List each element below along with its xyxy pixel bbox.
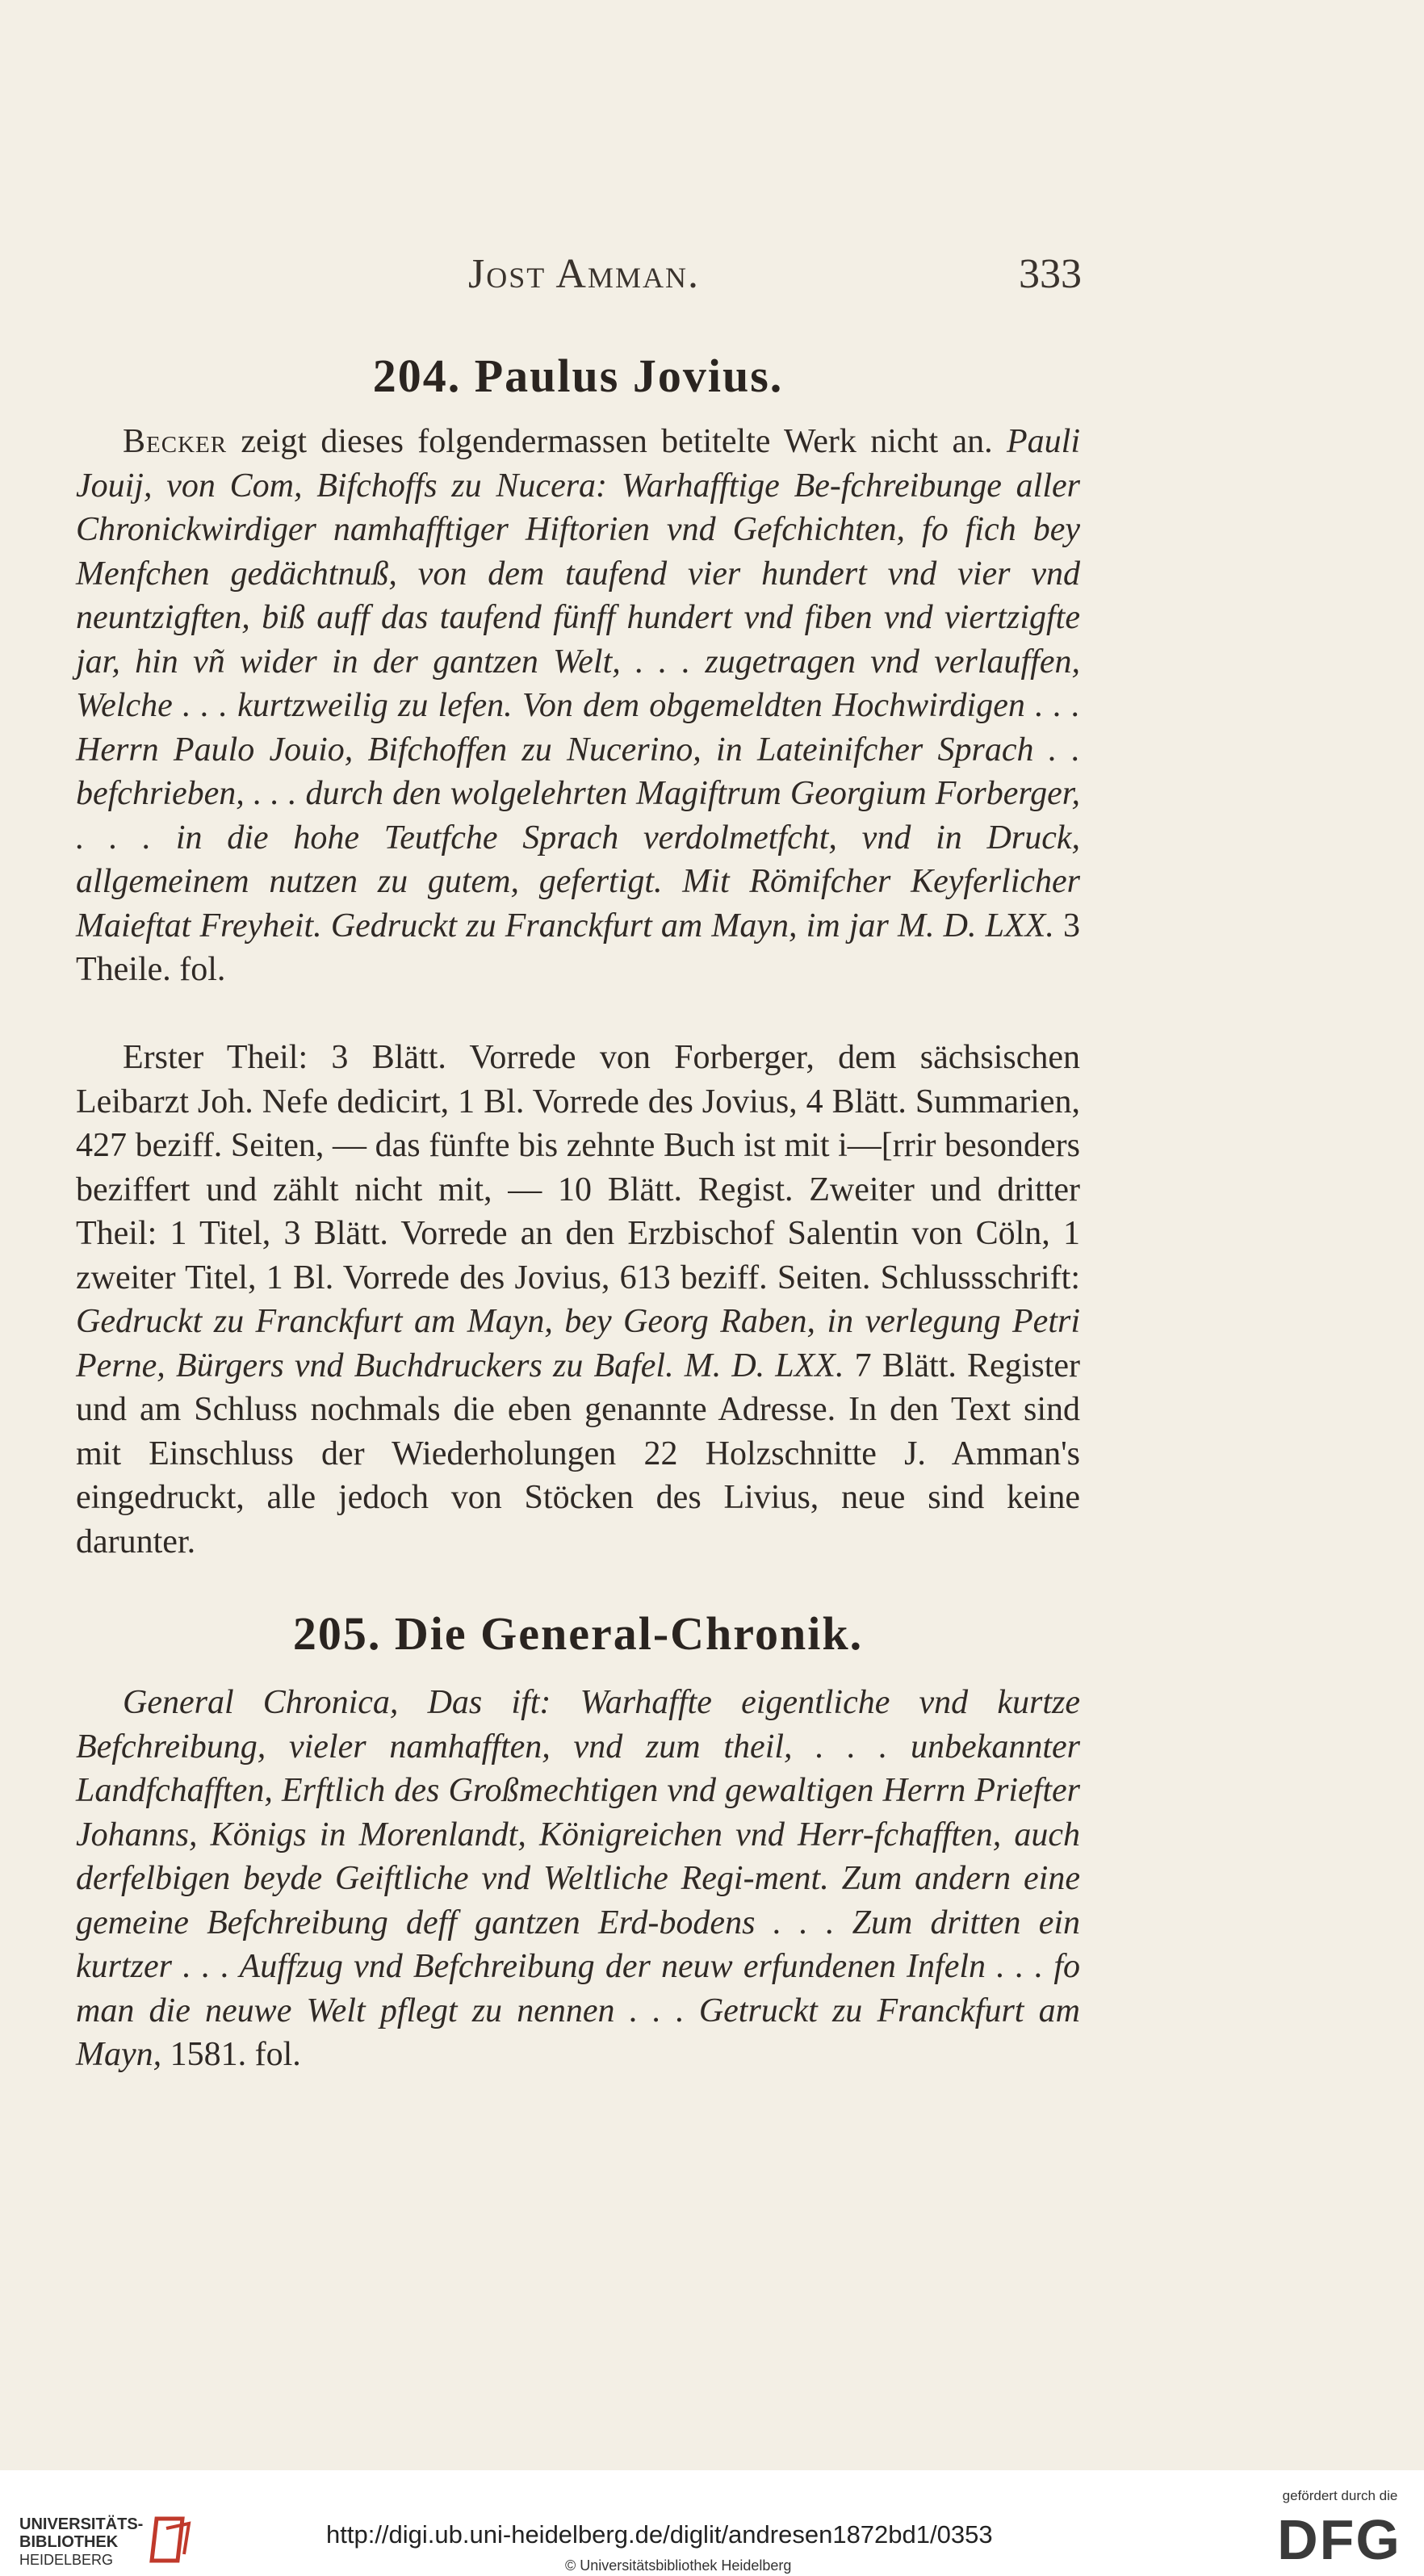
text-run: 3 Theile. fol. bbox=[76, 907, 1081, 988]
funding-note: gefördert durch die bbox=[1282, 2488, 1398, 2503]
section-title-204: 204. Paulus Jovius. bbox=[372, 350, 784, 402]
paragraph-204-2 bbox=[76, 1036, 1080, 1564]
library-name-line-2: BIBLIOTHEK bbox=[19, 2533, 119, 2551]
library-emblem-icon bbox=[142, 2512, 199, 2569]
book-title-italic: Pauli Jouij, von Com, Bifchoffs zu Nucera: Warhafftige Be-fchreibunge aller Chronickwirdiger namhafftiger Hiftorien vnd Gefchichten, fo fich bey Menfchen gedächtnuß, von dem taufend vier hundert vnd vier vnd neuntzigften, biß auff das taufend fünff hundert vnd fiben vnd viertzigfte jar, hin vñ wider in der gantzen Welt, . . . zugetragen vnd verlauffen, Welche . . . kurtzweilig zu lefen. Von dem obgemeldten Hochwirdigen . . . Herrn Paulo Jouio, Bifchoffen zu Nucerino, in Lateinifcher Sprach . . befchrieben, . . . durch den wolgelehrten Magiftrum Georgium Forberger, . . . in die hohe Teutfche Sprach verdolmetfcht, vnd in Druck, allgemeinem nutzen zu gutem, gefertigt. Mit Römifcher Keyferlicher Maieftat Freyheit. Gedruckt zu Franckfurt am Mayn, im jar M. D. LXX. bbox=[76, 423, 1081, 945]
text-run: 7 Blätt. Register und am Schluss nochmals die eben genannte Adresse. In den Text sind mit Einschluss der Wiederholungen 22 Holzschnitte J. Amman's eingedruckt, alle jedoch von Stöcken des Livius, neue sind keine darunter. bbox=[76, 1347, 1080, 1560]
library-logo-text bbox=[19, 2515, 143, 2569]
text-run: Erster Theil: 3 Blätt. Vorrede von Forberger, dem sächsischen Leibarzt Joh. Nefe dedicirt, 1 Bl. Vorrede des Jovius, 4 Blätt. Summarien, 427 beziff. Seiten, — das fünfte bis zehnte Buch ist mit i—[rrir besonders beziffert und zählt nicht mit, — 10 Blätt. Regist. Zweiter und dritter Theil: 1 Titel, 3 Blätt. Vorrede an den Erzbischof Salentin von Cöln, 1 zweiter Titel, 1 Bl. Vorrede des Jovius, 613 beziff. Seiten. Schlussschrift: bbox=[76, 1039, 1080, 1296]
running-head bbox=[436, 250, 1082, 298]
section-title-205: 205. Die General-Chronik. bbox=[292, 1607, 864, 1660]
paragraph-205-1 bbox=[76, 1681, 1080, 2077]
author-name-becker: Becker bbox=[123, 423, 228, 460]
paragraph-204-1 bbox=[76, 420, 1080, 992]
library-name-line-3: HEIDELBERG bbox=[19, 2552, 114, 2568]
dfg-logo: DFG bbox=[1277, 2508, 1401, 2571]
text-run: 1581. fol. bbox=[161, 2036, 301, 2073]
colophon-italic: Gedruckt zu Franckfurt am Mayn, bey Georg Raben, in verlegung Petri Perne, Bürgers vnd Buchdruckers zu Bafel. M. D. LXX. bbox=[76, 1303, 1080, 1384]
book-title-italic: General Chronica, Das ift: Warhaffte eigentliche vnd kurtze Befchreibung, vieler namhafften, vnd zum theil, . . . unbekannter Landfchafften, Erftlich des Großmechtigen vnd gewaltigen Herrn Priefter Johanns, Königs in Morenlandt, Königreichen vnd Herr-fchafften, auch derfelbigen beyde Geiftliche vnd Weltliche Regi-ment. Zum andern eine gemeine Befchreibung deff gantzen Erd-bodens . . . Zum dritten ein kurtzer . . . Auffzug vnd Befchreibung der neuw erfundenen Infeln . . . fo man die neuwe Welt pflegt zu nennen . . . Getruckt zu Franckfurt am Mayn, bbox=[76, 1684, 1080, 2073]
copyright-notice: © Universitätsbibliothek Heidelberg bbox=[565, 2557, 792, 2574]
text-run: zeigt dieses folgendermassen betitelte Werk nicht an. bbox=[227, 423, 993, 460]
page-url-link[interactable]: http://digi.ub.uni-heidelberg.de/diglit/andresen1872bd1/0353 bbox=[326, 2520, 993, 2549]
library-name-line-1: UNIVERSITÄTS- bbox=[19, 2515, 144, 2533]
page-number: 333 bbox=[1019, 251, 1082, 297]
running-head-author: Jost Amman. bbox=[468, 251, 700, 297]
library-footer bbox=[0, 2470, 1424, 2576]
